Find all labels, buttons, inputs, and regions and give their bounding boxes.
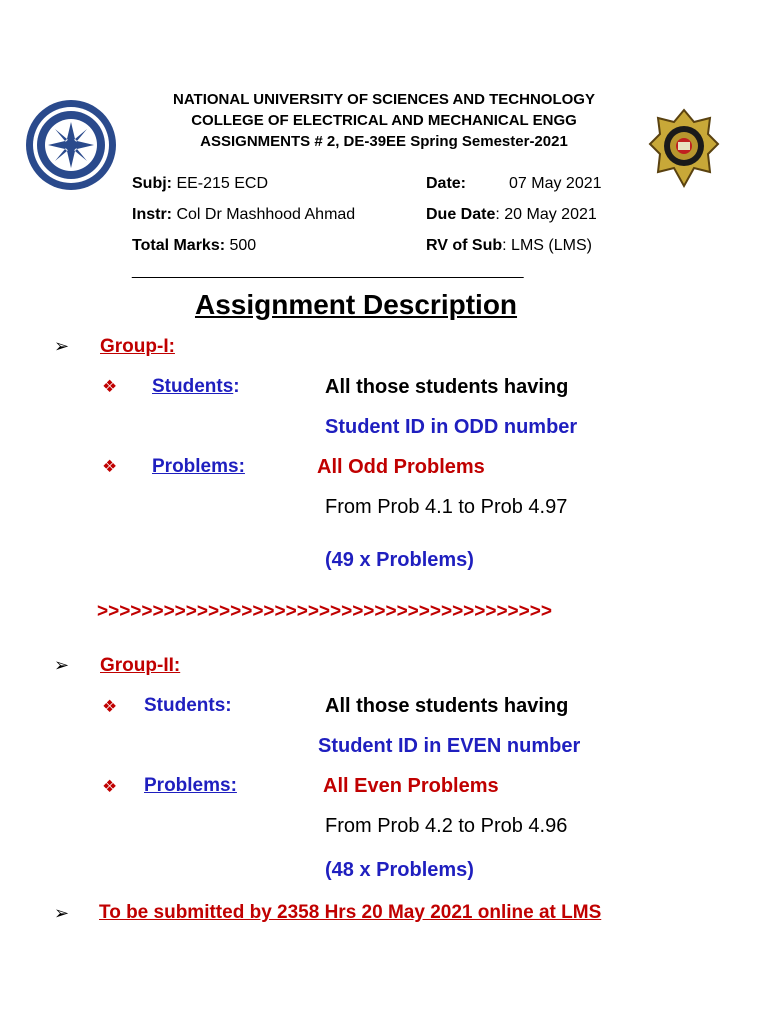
group2-problems-label: Problems: xyxy=(144,775,237,796)
assignment-description-title: Assignment Description xyxy=(194,289,518,320)
instructor-value: Col Dr Mashhood Ahmad xyxy=(172,206,356,223)
instructor-label: Instr: xyxy=(132,206,172,223)
diamond-bullet-icon: ❖ xyxy=(102,697,118,716)
total-marks-field xyxy=(132,237,256,255)
date-value: 07 May 2021 xyxy=(509,175,602,192)
rv-of-sub-field xyxy=(426,237,592,255)
group1-problems-range: From Prob 4.1 to Prob 4.97 xyxy=(325,496,568,518)
group2-students-label: Students: xyxy=(144,695,232,716)
assignment-heading: ASSIGNMENTS # 2, DE-39EE Spring Semester-2021 xyxy=(200,133,568,150)
group1-students-sub: Student ID in ODD number xyxy=(325,416,578,438)
total-marks-value: 500 xyxy=(225,237,257,254)
college-name: COLLEGE OF ELECTRICAL AND MECHANICAL ENGG xyxy=(191,112,577,129)
total-marks-label: Total Marks: xyxy=(132,237,226,254)
group2-students-sub: Student ID in EVEN number xyxy=(318,735,581,757)
date-label: Date: xyxy=(426,175,467,192)
group1-label: Group-I: xyxy=(100,336,175,357)
group1-students-colon: : xyxy=(233,376,240,397)
group1-students-text: All those students having xyxy=(325,376,569,398)
group2-problems-text: All Even Problems xyxy=(323,775,499,797)
arrow-bullet-icon: ➢ xyxy=(54,655,70,675)
group2-problems-range: From Prob 4.2 to Prob 4.96 xyxy=(325,815,568,837)
group2-problems-count: (48 x Problems) xyxy=(325,859,474,881)
divider-line: ____________________________________________ xyxy=(132,262,524,279)
instructor-field xyxy=(132,206,355,224)
subject-value: EE-215 ECD xyxy=(172,175,269,192)
group1-students-label xyxy=(152,376,240,398)
group1-students-label-text: Students xyxy=(152,376,234,397)
rv-of-sub-label-text: RV of Sub xyxy=(426,237,503,254)
arrow-bullet-icon: ➢ xyxy=(54,903,70,923)
diamond-bullet-icon: ❖ xyxy=(102,377,118,396)
separator-arrows: >>>>>>>>>>>>>>>>>>>>>>>>>>>>>>>>>>>>>>>>> xyxy=(97,601,552,622)
subject-label: Subj: xyxy=(132,175,172,192)
group1-problems-count: (49 x Problems) xyxy=(325,549,474,571)
group1-problems-text: All Odd Problems xyxy=(317,456,485,478)
diamond-bullet-icon: ❖ xyxy=(102,457,118,476)
submission-deadline: To be submitted by 2358 Hrs 20 May 2021 online at LMS xyxy=(99,902,602,923)
due-date-value: : 20 May 2021 xyxy=(495,206,597,223)
due-date-field xyxy=(426,206,597,224)
due-date-label: Due Date xyxy=(426,206,496,223)
diamond-bullet-icon: ❖ xyxy=(102,777,118,796)
university-name: NATIONAL UNIVERSITY OF SCIENCES AND TECHNOLOGY xyxy=(173,91,595,108)
group2-label: Group-II: xyxy=(100,655,181,676)
arrow-bullet-icon: ➢ xyxy=(54,336,70,356)
group1-problems-label: Problems: xyxy=(152,456,245,477)
rv-of-sub-value: : LMS (LMS) xyxy=(502,237,592,254)
subject-field xyxy=(132,175,268,193)
group2-students-text: All those students having xyxy=(325,695,569,717)
